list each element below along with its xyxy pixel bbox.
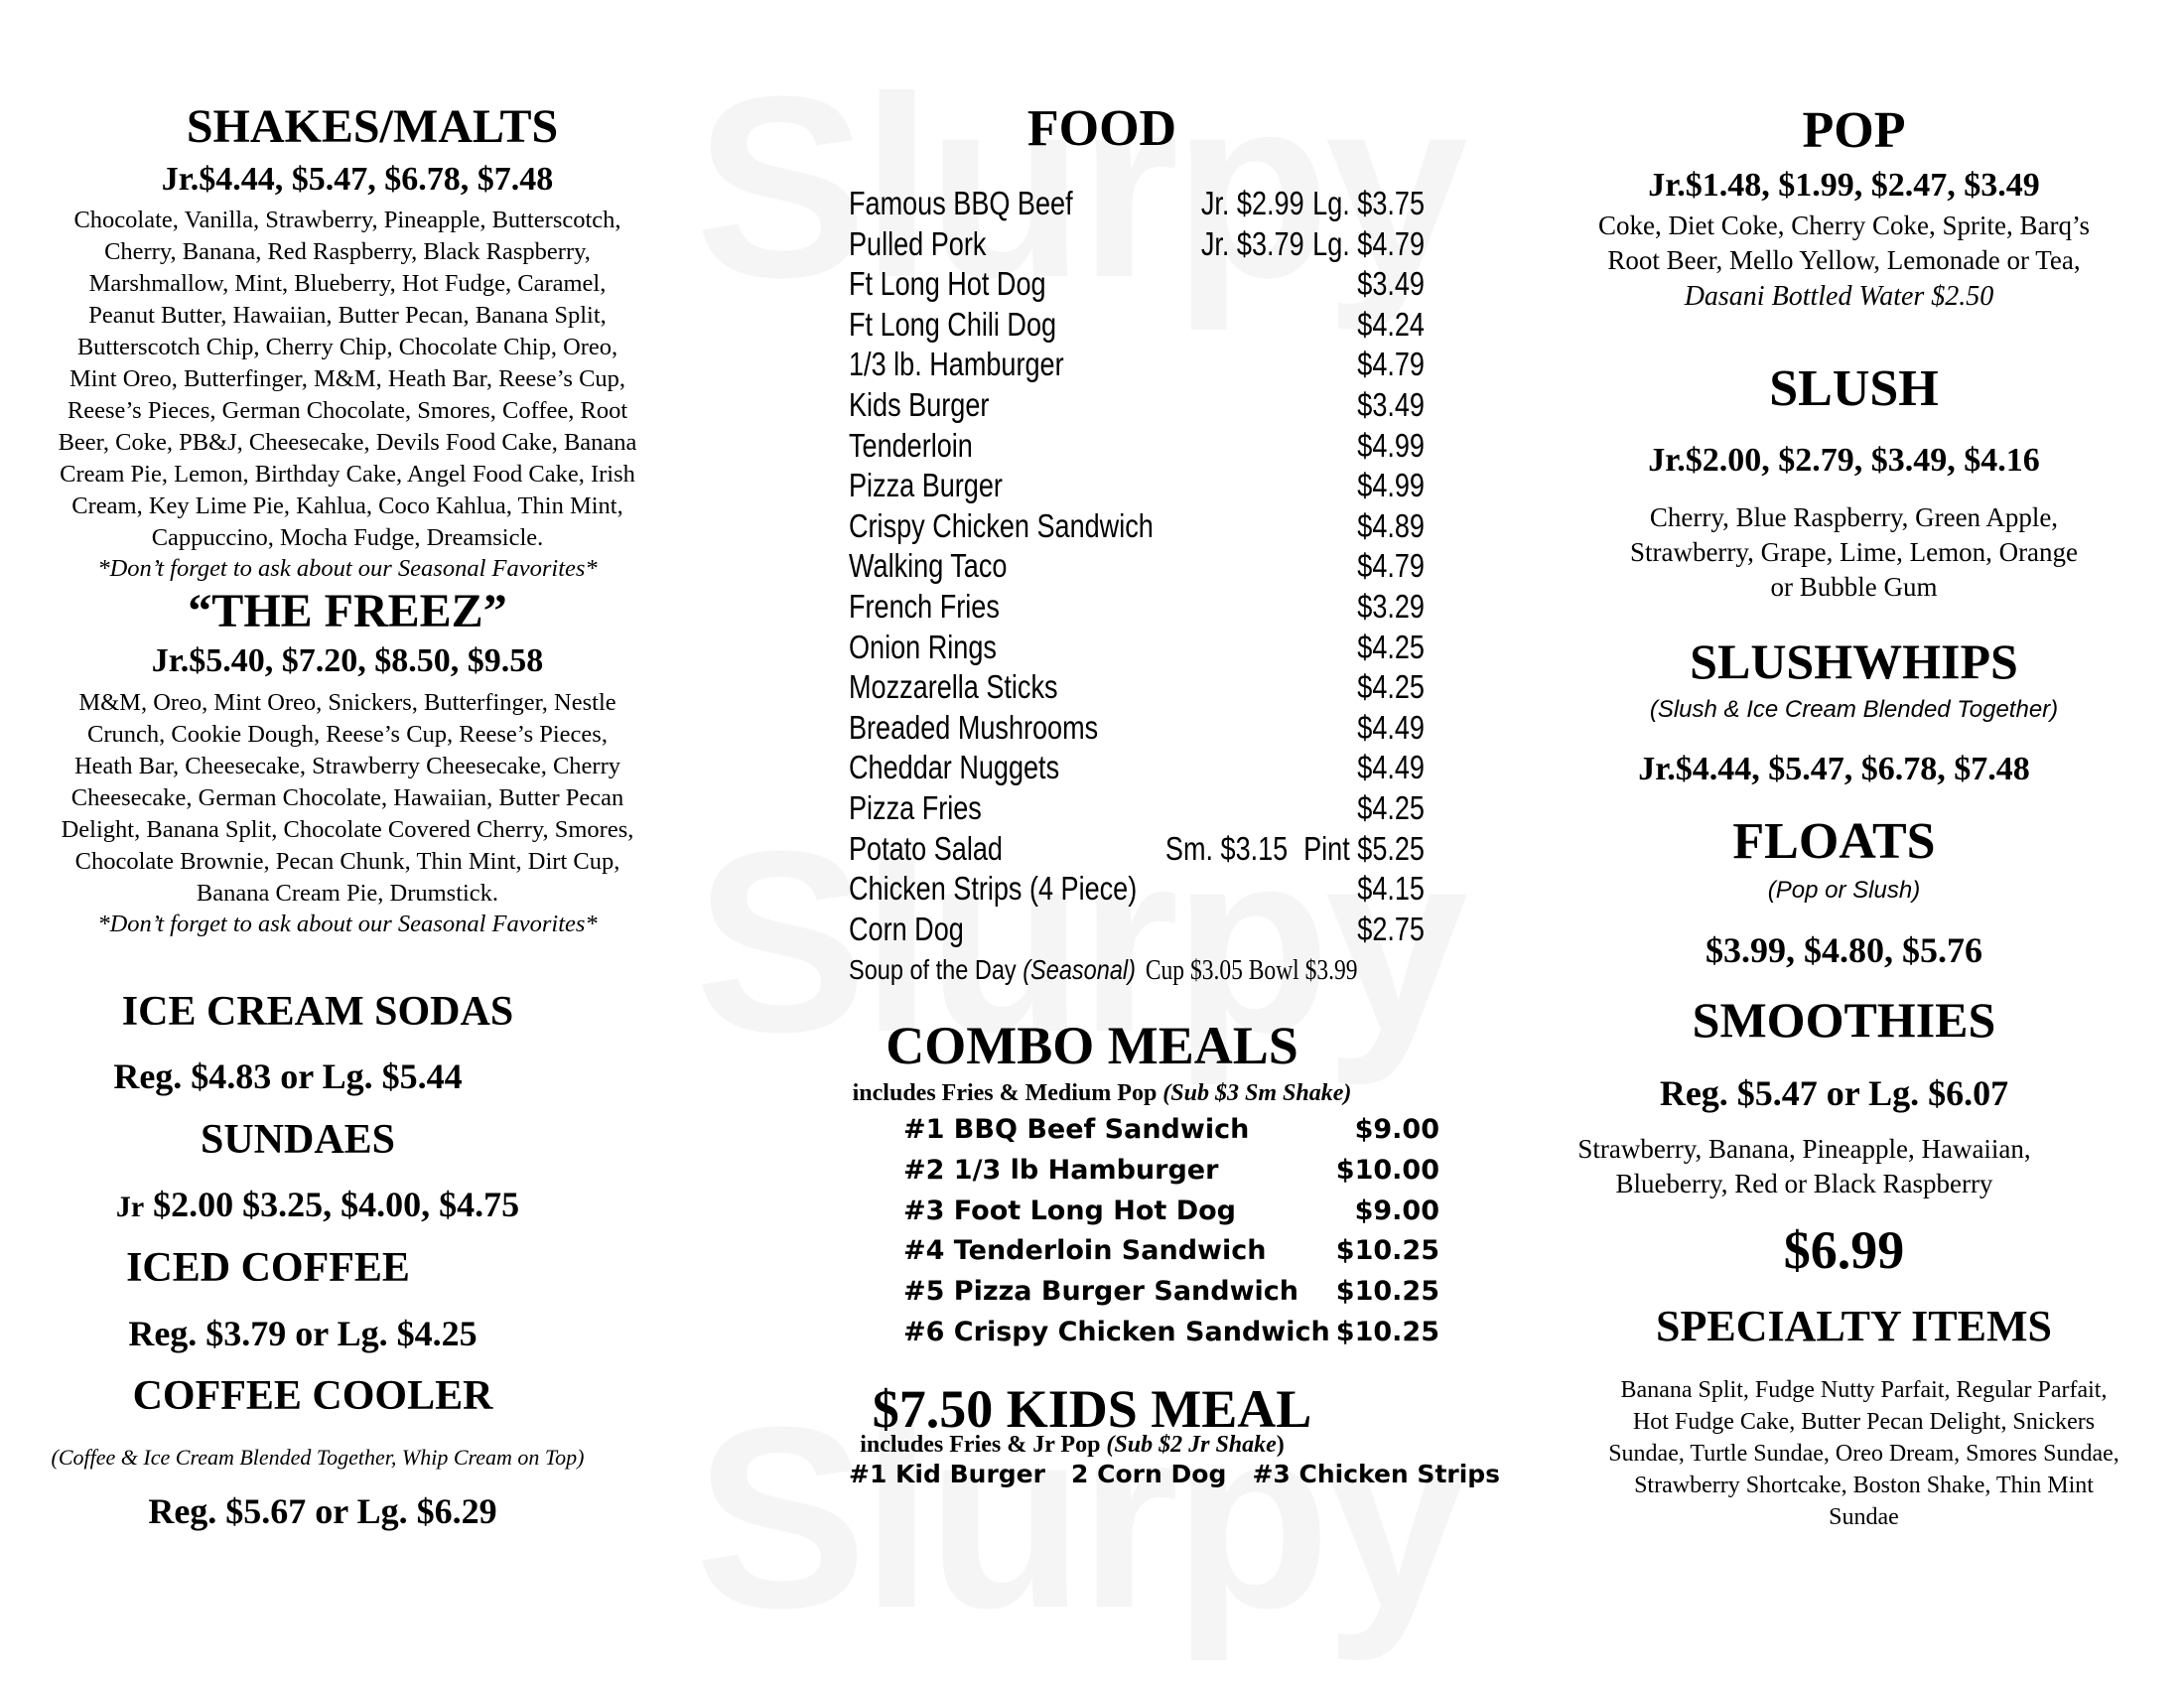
food-item-row <box>849 789 1425 830</box>
slush-title: SLUSH <box>1769 360 1939 417</box>
food-item-row <box>849 185 1425 225</box>
food-item-name: Onion Rings <box>849 628 997 665</box>
kids-sub-close: ) <box>1276 1432 1285 1458</box>
specialty-line: Hot Fudge Cake, Butter Pecan Delight, Snickers <box>1632 1409 2096 1435</box>
flavor-line: Cherry, Banana, Red Raspberry, Black Raspberry, <box>104 238 591 265</box>
combo-title: COMBO MEALS <box>886 1016 1298 1075</box>
pop-flavor-list <box>1524 209 2164 278</box>
combo-item-row <box>903 1276 1439 1317</box>
pop-prices: Jr.$1.48, $1.99, $2.47, $3.49 <box>1648 167 2040 204</box>
food-item-price: $2.75 <box>1357 910 1425 947</box>
food-item-price: $4.25 <box>1357 668 1425 706</box>
food-item-price: $4.49 <box>1357 749 1425 786</box>
flavor-line: Cream, Key Lime Pie, Kahlua, Coco Kahlua, Thin Mint, <box>71 492 623 519</box>
food-item-price: $4.25 <box>1357 628 1425 665</box>
flavor-line: Chocolate Brownie, Pecan Chunk, Thin Mint, Dirt Cup, <box>74 848 620 875</box>
food-item-row <box>849 911 1425 951</box>
sodas-title: ICE CREAM SODAS <box>121 989 514 1035</box>
flavor-line: Cheesecake, German Chocolate, Hawaiian, Butter Pecan <box>70 784 624 811</box>
food-item-row <box>849 629 1425 669</box>
soup-prices: Cup $3.05 Bowl $3.99 <box>1145 955 1358 986</box>
pop-water: Dasani Bottled Water $2.50 <box>1684 281 1994 312</box>
food-item-price: $4.15 <box>1357 870 1425 908</box>
combo-item-name: #3 Foot Long Hot Dog <box>903 1195 1237 1226</box>
food-item-row <box>849 467 1425 507</box>
combo-item-row <box>903 1114 1439 1155</box>
flavor-line: Cappuccino, Mocha Fudge, Dreamsicle. <box>151 524 544 551</box>
coffee-cooler-prices: Reg. $5.67 or Lg. $6.29 <box>148 1491 497 1531</box>
food-item-row <box>849 668 1425 709</box>
food-item-name: Ft Long Chili Dog <box>849 305 1057 343</box>
combo-item-name: #1 BBQ Beef Sandwich <box>903 1114 1250 1145</box>
iced-coffee-title: ICED COFFEE <box>126 1245 410 1291</box>
shakes-seasonal-note: *Don’t forget to ask about our Seasonal Favorites* <box>97 555 598 582</box>
flavor-line: Cream Pie, Lemon, Birthday Cake, Angel Food Cake, Irish <box>60 461 635 488</box>
flavor-line: Blueberry, Red or Black Raspberry <box>1615 1169 1993 1198</box>
sundaes-price-values: $2.00 $3.25, $4.00, $4.75 <box>153 1185 520 1224</box>
floats-prices: $3.99, $4.80, $5.76 <box>1706 930 1982 970</box>
food-item-name: Chicken Strips (4 Piece) <box>849 870 1138 908</box>
food-item-row <box>849 427 1425 468</box>
food-title: FOOD <box>1026 100 1177 157</box>
slushwhips-title: SLUSHWHIPS <box>1690 633 2018 689</box>
food-item-name: Breaded Mushrooms <box>849 708 1099 746</box>
food-item-price: $4.25 <box>1357 789 1425 826</box>
slush-prices: Jr.$2.00, $2.79, $3.49, $4.16 <box>1648 442 2040 479</box>
food-item-name: Ft Long Hot Dog <box>849 265 1046 303</box>
food-item-price: Lg. $3.75 <box>1312 185 1425 221</box>
slushwhips-prices: Jr.$4.44, $5.47, $6.78, $7.48 <box>1638 751 2030 787</box>
food-item-name: Pizza Fries <box>849 789 982 826</box>
flavor-line: Delight, Banana Split, Chocolate Covered Cherry, Smores, <box>61 816 634 843</box>
soup-row <box>849 954 1358 987</box>
sodas-prices: Reg. $4.83 or Lg. $5.44 <box>113 1056 463 1096</box>
food-item-name: Pizza Burger <box>849 467 1003 504</box>
iced-coffee-prices: Reg. $3.79 or Lg. $4.25 <box>128 1314 478 1353</box>
flavor-line: Root Beer, Mello Yellow, Lemonade or Tea, <box>1607 245 2081 275</box>
shakes-flavor-list <box>0 205 695 554</box>
combo-includes <box>705 1080 1499 1107</box>
food-item-price: $4.49 <box>1357 708 1425 746</box>
combo-item-row <box>903 1155 1439 1196</box>
flavor-line: Banana Cream Pie, Drumstick. <box>196 880 499 907</box>
food-item-price: $4.99 <box>1357 426 1425 464</box>
food-item-row <box>849 346 1425 386</box>
smoothies-title: SMOOTHIES <box>1692 992 1996 1048</box>
food-item-row <box>849 709 1425 750</box>
food-item-name: Crispy Chicken Sandwich <box>849 506 1154 544</box>
specialty-line: Strawberry Shortcake, Boston Shake, Thin Mint <box>1634 1473 2094 1498</box>
specialty-line: Sundae <box>1829 1504 1899 1530</box>
shakes-title: SHAKES/MALTS <box>186 100 559 153</box>
flavor-line: Strawberry, Grape, Lime, Lemon, Orange <box>1629 537 2079 567</box>
food-item-row <box>849 507 1425 548</box>
food-item-row <box>849 306 1425 347</box>
flavor-line: Butterscotch Chip, Cherry Chip, Chocolate Chip, Oreo, <box>76 334 618 360</box>
combo-item-name: #6 Crispy Chicken Sandwich <box>903 1317 1330 1347</box>
coffee-cooler-note: (Coffee & Ice Cream Blended Together, Whip Cream on Top) <box>51 1445 585 1470</box>
flavor-line: Reese’s Pieces, German Chocolate, Smores, Coffee, Root <box>67 397 628 424</box>
flavor-line: Coke, Diet Coke, Cherry Coke, Sprite, Barq’s <box>1598 211 2090 240</box>
food-item-row <box>849 547 1425 588</box>
food-item-price: Lg. $4.79 <box>1312 224 1425 262</box>
food-item-name: Famous BBQ Beef <box>849 185 1073 221</box>
floats-title: FLOATS <box>1732 813 1936 870</box>
food-item-price: $4.24 <box>1357 305 1425 343</box>
food-item-name: Corn Dog <box>849 910 964 947</box>
soup-name: Soup of the Day <box>849 954 1017 985</box>
food-item-name: Pulled Pork <box>849 224 987 262</box>
smoothies-prices: Reg. $5.47 or Lg. $6.07 <box>1659 1073 2009 1113</box>
flavor-line: Peanut Butter, Hawaiian, Butter Pecan, Banana Split, <box>88 302 607 329</box>
food-item-name: Tenderloin <box>849 426 973 464</box>
food-item-price: Pint $5.25 <box>1303 829 1425 867</box>
soup-seasonal: (Seasonal) <box>1023 954 1136 985</box>
food-item-name: Walking Taco <box>849 547 1008 585</box>
flavor-line: Chocolate, Vanilla, Strawberry, Pineapple, Butterscotch, <box>73 207 621 233</box>
specialty-title: SPECIALTY ITEMS <box>1656 1302 2052 1350</box>
flavor-line: Strawberry, Banana, Pineapple, Hawaiian, <box>1577 1134 2031 1164</box>
combo-item-name: #5 Pizza Burger Sandwich <box>903 1276 1299 1308</box>
freez-title: “THE FREEZ” <box>188 585 507 637</box>
food-item-price: $3.49 <box>1357 265 1425 303</box>
flavor-line: Crunch, Cookie Dough, Reese’s Cup, Reese’s Pieces, <box>87 721 608 748</box>
shakes-prices: Jr.$4.44, $5.47, $6.78, $7.48 <box>161 161 554 198</box>
slush-flavor-list <box>1534 500 2174 605</box>
special-price: $6.99 <box>1783 1220 1905 1280</box>
combo-item-price: $9.00 <box>1354 1195 1439 1226</box>
food-list <box>849 185 1454 959</box>
slushwhips-note: (Slush & Ice Cream Blended Together) <box>1649 696 2059 723</box>
kids-includes <box>769 1432 1375 1459</box>
food-item-price: $4.79 <box>1357 346 1425 383</box>
flavor-line: Marshmallow, Mint, Blueberry, Hot Fudge, Caramel, <box>88 270 607 297</box>
coffee-cooler-title: COFFEE COOLER <box>132 1373 493 1419</box>
flavor-line: Heath Bar, Cheesecake, Strawberry Cheesecake, Cherry <box>73 753 621 779</box>
kids-includes-text: includes Fries & Jr Pop <box>860 1432 1101 1458</box>
combo-item-row <box>903 1235 1439 1276</box>
flavor-line: M&M, Oreo, Mint Oreo, Snickers, Butterfinger, Nestle <box>78 689 616 716</box>
kids-meal-title: $7.50 KIDS MEAL <box>872 1379 1312 1439</box>
kids-sub-note: (Sub $2 Jr Shake <box>1106 1432 1277 1458</box>
sundaes-jr-label: Jr <box>115 1191 145 1223</box>
combo-list <box>849 1114 1454 1362</box>
floats-note: (Pop or Slush) <box>1767 877 1921 904</box>
combo-item-price: $9.00 <box>1354 1114 1439 1145</box>
food-item-price-small: Sm. $3.15 <box>1164 829 1289 867</box>
flavor-line: Cherry, Blue Raspberry, Green Apple, <box>1649 502 2059 532</box>
combo-item-row <box>903 1196 1439 1236</box>
food-item-name: Mozzarella Sticks <box>849 668 1058 706</box>
food-item-row <box>849 749 1425 789</box>
combo-item-price: $10.25 <box>1335 1235 1439 1267</box>
food-item-row <box>849 386 1425 427</box>
flavor-line: Beer, Coke, PB&J, Cheesecake, Devils Food Cake, Banana <box>58 429 637 456</box>
food-item-row <box>849 830 1425 871</box>
specialty-line: Banana Split, Fudge Nutty Parfait, Regular Parfait, <box>1620 1377 2108 1403</box>
freez-flavor-list <box>0 687 695 910</box>
combo-includes-text: includes Fries & Medium Pop <box>852 1080 1158 1106</box>
food-item-price: $3.29 <box>1357 588 1425 625</box>
food-item-price: $3.49 <box>1357 386 1425 423</box>
specialty-list <box>1544 1374 2184 1533</box>
freez-prices: Jr.$5.40, $7.20, $8.50, $9.58 <box>151 642 544 679</box>
specialty-line: Sundae, Turtle Sundae, Oreo Dream, Smores Sundae, <box>1608 1441 2119 1467</box>
sundaes-title: SUNDAES <box>200 1117 396 1163</box>
smoothies-flavor-list <box>1484 1132 2124 1201</box>
combo-item-name: #4 Tenderloin Sandwich <box>903 1235 1267 1267</box>
food-item-row <box>849 588 1425 629</box>
food-item-row <box>849 265 1425 306</box>
food-item-row <box>849 870 1425 911</box>
food-item-name: Cheddar Nuggets <box>849 749 1060 786</box>
flavor-line: or Bubble Gum <box>1770 572 1938 602</box>
kids-items: #1 Kid Burger 2 Corn Dog #3 Chicken Strips <box>849 1460 1501 1488</box>
combo-item-name: #2 1/3 lb Hamburger <box>903 1154 1219 1186</box>
food-item-name: Potato Salad <box>849 829 1003 867</box>
combo-item-price: $10.25 <box>1335 1317 1439 1347</box>
food-item-name: French Fries <box>849 588 1000 625</box>
freez-seasonal-note: *Don’t forget to ask about our Seasonal Favorites* <box>97 911 598 937</box>
combo-item-price: $10.00 <box>1335 1154 1439 1186</box>
food-item-price: $4.79 <box>1357 547 1425 585</box>
combo-item-row <box>903 1317 1439 1357</box>
combo-sub-note: (Sub $3 Sm Shake) <box>1162 1080 1352 1106</box>
food-item-price-small: Jr. $2.99 <box>1200 185 1304 221</box>
sundaes-prices <box>0 1184 665 1225</box>
food-item-name: 1/3 lb. Hamburger <box>849 346 1064 383</box>
food-item-price: $4.89 <box>1357 506 1425 544</box>
food-item-price: $4.99 <box>1357 467 1425 504</box>
flavor-line: Mint Oreo, Butterfinger, M&M, Heath Bar, Reese’s Cup, <box>68 365 626 392</box>
pop-title: POP <box>1802 102 1906 159</box>
food-item-price-small: Jr. $3.79 <box>1200 224 1304 262</box>
food-item-name: Kids Burger <box>849 386 990 423</box>
food-item-row <box>849 225 1425 266</box>
combo-item-price: $10.25 <box>1335 1276 1439 1308</box>
